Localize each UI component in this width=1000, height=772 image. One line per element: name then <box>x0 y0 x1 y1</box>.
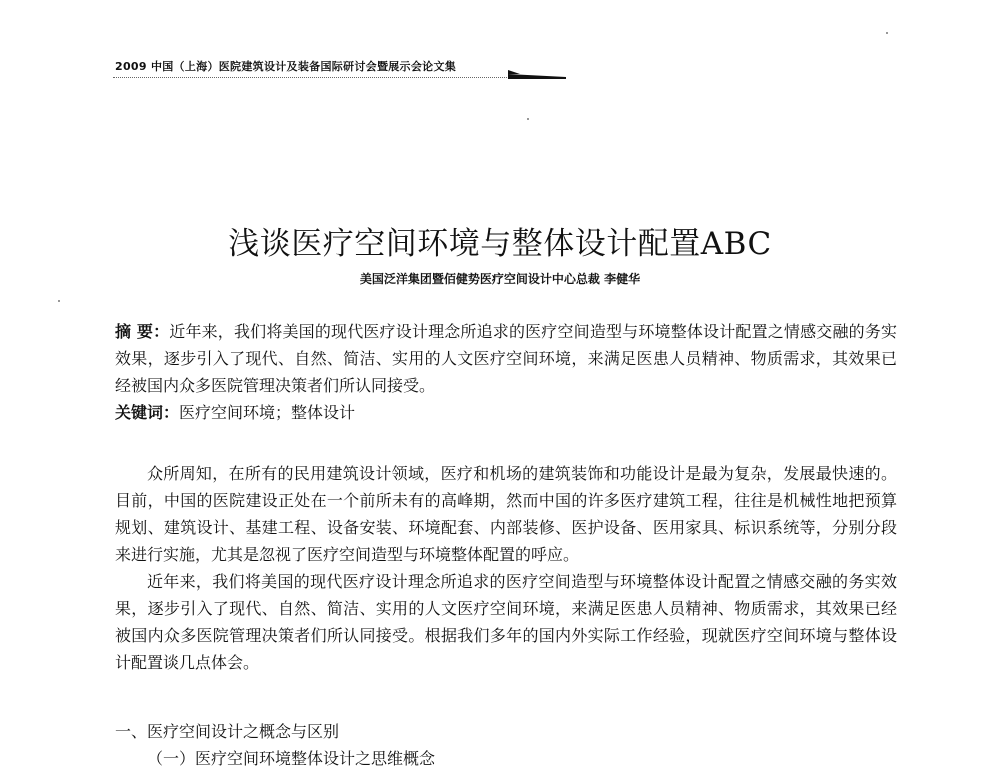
paper-title: 浅谈医疗空间环境与整体设计配置ABC <box>228 225 772 262</box>
scan-speck <box>527 118 529 120</box>
abstract <box>115 318 897 399</box>
keywords-text: 医疗空间环境；整体设计 <box>179 403 356 422</box>
abstract-label: 摘 要： <box>115 322 170 341</box>
scan-speck <box>886 32 888 34</box>
header-wedge-ornament <box>508 68 568 80</box>
section-heading: 一、医疗空间设计之概念与区别 <box>115 722 340 741</box>
body-paragraph: 众所周知，在所有的民用建筑设计领域，医疗和机场的建筑装饰和功能设计是最为复杂，发展最快速的。目前，中国的医院建设正处在一个前所未有的高峰期，然而中国的许多医疗建筑工程，往往是机械性地把预算规划、建筑设计、基建工程、设备安装、环境配套、内部装修、医护设备、医用家具、标识系统等，分别分段来进行实施，尤其是忽视了医疗空间造型与环境整体配置的呼应。 <box>115 464 897 564</box>
subsection-heading: （一）医疗空间环境整体设计之思维概念 <box>147 749 436 768</box>
author-affiliation: 美国泛洋集团暨佰健势医疗空间设计中心总裁 李健华 <box>359 272 641 286</box>
body-paragraph: 近年来，我们将美国的现代医疗设计理念所追求的医疗空间造型与环境整体设计配置之情感交融的务实效果，逐步引入了现代、自然、简洁、实用的人文医疗空间环境，来满足医患人员精神、物质需求，其效果已经被国内众多医院管理决策者们所认同接受。根据我们多年的国内外实际工作经验，现就医疗空间环境与整体设计配置谈几点体会。 <box>115 572 897 672</box>
keywords-label: 关键词： <box>115 403 180 422</box>
abstract-text: 近年来，我们将美国的现代医疗设计理念所追求的医疗空间造型与环境整体设计配置之情感交融的务实效果，逐步引入了现代、自然、简洁、实用的人文医疗空间环境，来满足医患人员精神、物质需求，其效果已经被国内众多医院管理决策者们所认同接受。 <box>115 322 897 395</box>
scan-speck <box>58 300 60 302</box>
running-header: 2009 中国（上海）医院建筑设计及装备国际研讨会暨展示会论文集 <box>115 60 457 73</box>
keywords <box>115 399 897 426</box>
header-divider <box>113 77 513 78</box>
